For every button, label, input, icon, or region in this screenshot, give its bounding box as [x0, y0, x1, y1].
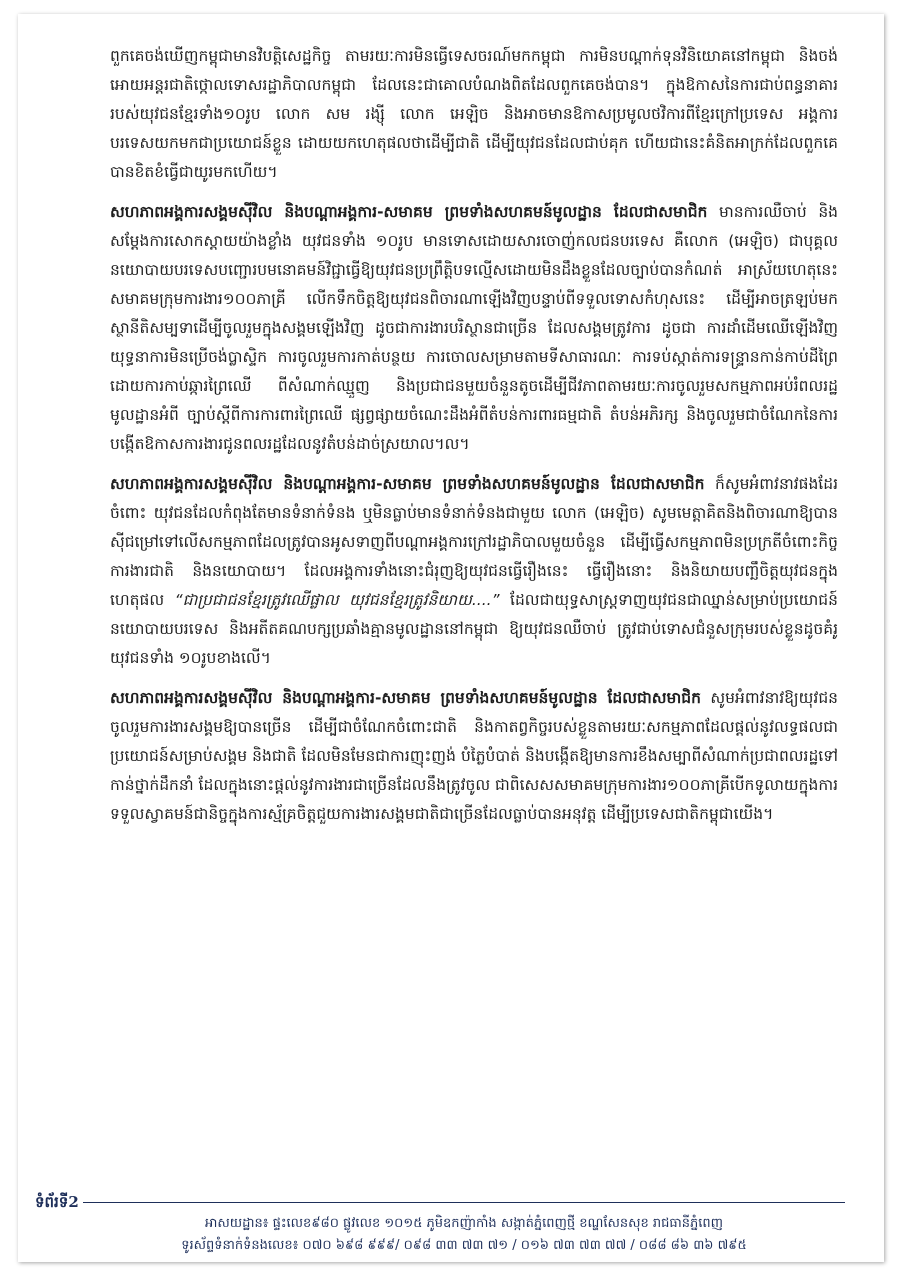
paragraph-3 — [110, 470, 838, 673]
paragraph-2-lead: សហភាពអង្គការសង្គមស៊ីវិល និងបណ្ដាអង្គការ-សមាគម ព្រមទាំងសហគមន៍មូលដ្ឋាន ដែលជាសមាជិក — [110, 203, 708, 221]
paragraph-4-text: សូមអំពាវនាវឱ្យយុវជនចូលរួមការងារសង្គមឱ្យបានច្រើន ដើម្បីជាចំណែកចំពោះជាតិ និងកាតព្វកិច្ចរបស់ខ្លួនតាមរយៈសកម្មភាពដែលផ្ដល់នូវលទ្ធផលជាប្រយោជន៍សម្រាប់សង្គម និងជាតិ ដែលមិនមែនជាការញុះញង់ បំភ្លៃបំបាត់ និងបង្កើតឱ្យមានការខឹងសម្បាពីសំណាក់ប្រជាពលរដ្ឋទៅកាន់ថ្នាក់ដឹកនាំ ដែលក្នុងនោះផ្ដល់នូវការងារជាច្រើនដែលនឹងត្រូវចូល ជាពិសេសសមាគមក្រុមការងារ១០០ភាគ្រីបើកទូលាយក្នុងការទទួលស្វាគមន៍ជានិច្ចក្នុងការស្ម័គ្រចិត្តជួយការងារសង្គមជាតិជាច្រើនដែលធ្លាប់បានអនុវត្ត ដើម្បីប្រទេសជាតិកម្ពុជាយើង។ — [110, 689, 839, 823]
page-number-label: ទំព័រទី2 — [35, 1193, 79, 1211]
footer-divider — [83, 1202, 845, 1203]
paragraph-4 — [110, 684, 838, 829]
footer-top-row — [35, 1192, 845, 1212]
paragraph-4-lead: សហភាពអង្គការសង្គមស៊ីវិល និងបណ្ដាអង្គការ-សមាគម ព្រមទាំងសហគមន៍មូលដ្ឋាន ដែលជាសមាជិក — [110, 689, 701, 707]
paragraph-3-text-a: ក៏សូមអំពាវនាវផងដែរចំពោះ យុវជនដែលកំពុងតែមានទំនាក់ទំនង ឬមិនធ្លាប់មានទំនាក់ទំនងជាមួយ លោក (អេឡិច) សូមមេត្តាគិតនិងពិចារណាឱ្យបានស៊ីជម្រៅទៅលើសកម្មភាពដែលត្រូវបានអូសទាញពីបណ្ដាអង្គការក្រៅរដ្ឋាភិបាលមួយចំនួន ដើម្បីធ្វើសកម្មភាពមិនប្រក្រតីចំពោះកិច្ចការងារជាតិ និងនយោបាយ។ ដែលអង្គការទាំងនោះជំរុញឱ្យយុវជនធ្វើរឿងនេះ ធ្វើរឿងនោះ និងនិយាយបញ្ឆឹចិត្តយុវជនក្នុងហេតុផល — [110, 475, 838, 609]
paragraph-1-text: ពួកគេចង់ឃើញកម្ពុជាមានវិបត្តិសេដ្ឋកិច្ច តាមរយៈការមិនធ្វើទេសចរណ៍មកកម្ពុជា ការមិនបណ្ដាក់ទុនវិនិយោគនៅកម្ពុជា និងចង់អោយអន្តរជាតិថ្កោលទោសរដ្ឋាភិបាលកម្ពុជា ដែលនេះជាគោលបំណងពិតដែលពួកគេចង់បាន។ ក្នុងឱកាសនៃការជាប់ពន្ធនាគាររបស់យុវជនខ្មែរទាំង១០រូប លោក សម រង្ស៊ី លោក អេឡិច និងអាចមានឱកាសប្រមូលថវិការពីខ្មែរក្រៅប្រទេស អង្គការបរទេសយកមកជាប្រយោជន៍ខ្លួន ដោយយកហេតុផលថាដើម្បីជាតិ ដើម្បីយុវជនដែលជាប់គុក ហើយជានេះគំនិតអាក្រក់ដែលពួកគេបានខិតខំធ្វើជាយូរមកហើយ។ — [110, 47, 838, 181]
paragraph-2-text: មានការឈឺចាប់ និងសម្ដែងការសោកស្ដាយយ៉ាងខ្លាំង យុវជនទាំង ១០រូប មានទោសដោយសារចោញ់កលជនបរទេស គឺលោក (អេឡិច) ជាបុគ្គលនយោបាយបរទេសបញ្ជោរបមនោគមន៍វិជ្ជាធ្វើឱ្យយុវជនប្រព្រឹត្តិបទល្មើសដោយមិនដឹងខ្លួនដែលច្បាប់បានកំណត់ អាស្រ័យហេតុនេះ សមាគមក្រុមការងារ១០០ភាគ្រី លើកទឹកចិត្តឱ្យយុវជនពិចារណាឡើងវិញបន្ទាប់ពីទទួលទោសកំហុសនេះ ដើម្បីអាចត្រឡប់មកស្ថានីតិសម្បទាដើម្បីចូលរួមក្នុងសង្គមឡើងវិញ ដូចជាការងារបរិស្ថានជាច្រើន ដែលសង្គមត្រូវការ ដូចជា ការដាំដើមឈើឡើងវិញ យុទ្ធនាការមិនប្រើចង់ប្លាស្ទិក ការចូលរួមការកាត់បន្ថយ ការចោលសម្រាមតាមទីសាធារណៈ ការទប់ស្កាត់ការទន្រ្ទានកាន់កាប់ដីព្រៃដោយការកាប់ឆ្ការព្រៃឈើ ពីសំណាក់ឈ្មួញ និងប្រជាជនមួយចំនួនតូចដើម្បីជីវភាពតាមរយៈការចូលរួមសកម្មភាពអប់រំពលរដ្ឋមូលដ្ឋានអំពី ច្បាប់ស្ដីពីការការពារព្រៃឈើ ផ្សព្វផ្សាយចំណេះដឹងអំពីតំបន់ការពារធម្មជាតិ តំបន់អភិរក្ស និងចូលរួមជាចំណែកនៃការបង្កើតឱកាសការងារជូនពលរដ្ឋដែលនូវតំបន់ដាច់ស្រយាល។ល។ — [110, 203, 838, 453]
paragraph-3-lead: សហភាពអង្គការសង្គមស៊ីវិល និងបណ្ដាអង្គការ-សមាគម ព្រមទាំងសហគមន៍មូលដ្ឋាន ដែលជាសមាជិក — [110, 475, 705, 493]
paragraph-3-text-b: ដែលជាយុទ្ធសាស្ត្រទាញយុវជនជាឈ្នាន់សម្រាប់ប្រយោជន៍នយោបាយបរទេស និងអតីតគណបក្សប្រឆាំងគ្មានមូលដ្ឋាននៅកម្ពុជា ឱ្យយុវជនឈឺចាប់ ត្រូវជាប់ទោសជំនួសក្រុមរបស់ខ្លួនដូចគំរូយុវជនទាំង ១០រូបខាងលើ។ — [110, 591, 838, 667]
page-footer — [35, 1192, 845, 1253]
document-body — [110, 42, 838, 840]
footer-phone: ទូរស័ព្ទទំនាក់ទំនងលេខ៖ ០៧០ ៦៩៨ ៩៩៩/ ០៩៨ ៣៣ ៧៣ ៧១ / ០១៦ ៧៣ ៧៣ ៧៧ / ០៨៨ ៨៦ ៣៦ ៧៩៥ — [181, 1238, 747, 1253]
paragraph-2 — [110, 198, 838, 459]
footer-address: អាសយដ្ឋាន៖ ផ្ទះលេខ៩៨០ ផ្លូវលេខ ១០១៥ ភូមិឧកញ៉ាកាំង សង្កាត់ភ្នំពេញថ្មី ខណ្ឌសែនសុខ រាជធានីភ្នំពេញ — [204, 1216, 723, 1231]
paragraph-3-quote: “ជាប្រជាជនខ្មែរត្រូវឈើផ្លាល យុវជនខ្មែរត្រូវនិយាយ....” — [174, 591, 500, 609]
paragraph-1 — [110, 42, 838, 187]
